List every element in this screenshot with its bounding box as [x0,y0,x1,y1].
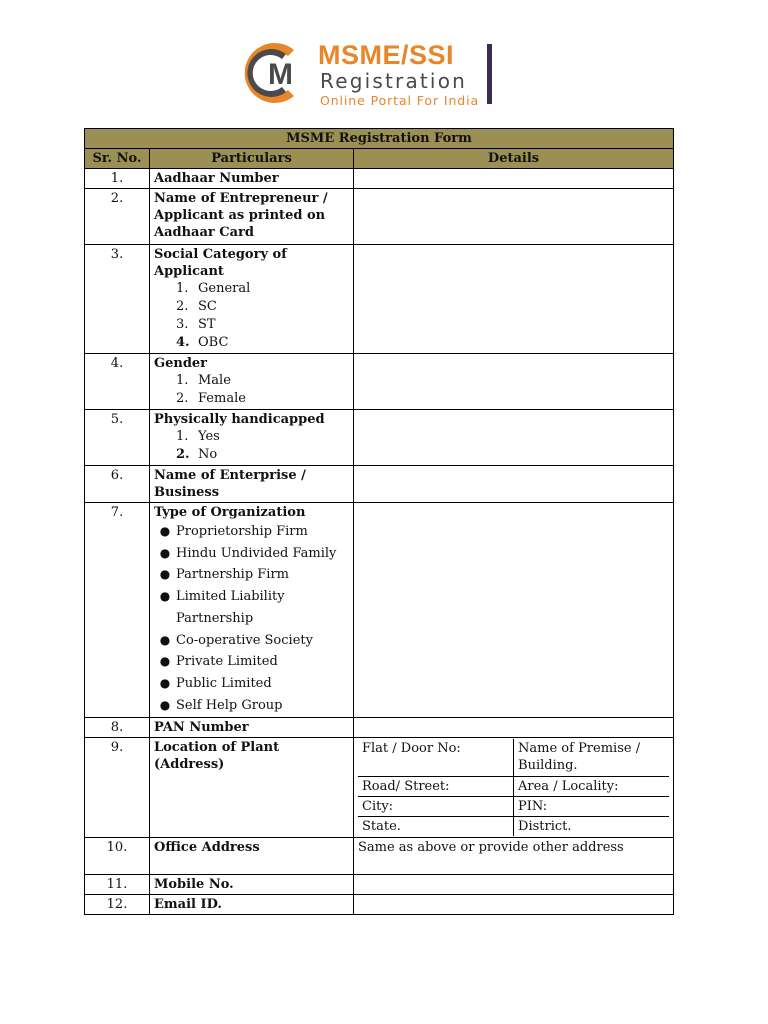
option-list [154,280,349,352]
row-details[interactable] [354,169,674,189]
form-row [85,189,674,245]
row-particulars [150,245,354,354]
form-row [85,738,674,838]
bullet-text: Self Help Group [176,697,283,713]
option-number: 3. [176,317,189,332]
registration-form-table [84,128,674,915]
bullet-text: Proprietorship Firm [176,524,308,539]
option-item [176,390,349,408]
bullet-text: Partnership Firm [176,567,290,583]
row-sr-no: 2. [85,189,150,245]
option-item [176,446,349,464]
option-number: 2. [176,447,190,462]
row-details[interactable] [354,354,674,410]
row-details[interactable] [354,874,674,894]
form-header-row [85,149,674,169]
row-particulars [150,894,354,914]
brand-title: MSME/SSI [318,40,455,70]
row-label: Mobile No. [154,876,234,892]
form-row [85,466,674,503]
row-details[interactable] [354,503,674,718]
bullet-text: Partnership [176,610,254,626]
option-item [176,298,349,316]
address-field[interactable]: PIN: [514,796,670,816]
option-item [176,334,349,352]
form-row [85,245,674,354]
address-field[interactable]: Road/ Street: [358,776,514,796]
bullet-icon: ● [159,567,171,582]
row-label: Name of Entrepreneur / Applicant as printed on Aadhaar Card [154,191,328,240]
row-particulars [150,466,354,503]
row-particulars [150,874,354,894]
row-sr-no: 3. [85,245,150,354]
option-item [176,372,349,390]
row-particulars [150,503,354,718]
option-text: Male [198,373,231,388]
row-sr-no: 11. [85,874,150,894]
bullet-text: Co-operative Society [176,632,313,648]
header-details: Details [354,149,674,169]
option-item [176,280,349,298]
bullet-list [154,521,349,716]
option-number: 2. [176,391,189,406]
row-sr-no: 4. [85,354,150,410]
row-particulars [150,837,354,874]
brand-divider [487,44,492,104]
form-row [85,354,674,410]
row-details[interactable]: Same as above or provide other address [354,837,674,874]
address-field[interactable]: State. [358,816,514,836]
form-row [85,169,674,189]
row-details[interactable] [354,410,674,466]
row-sr-no: 9. [85,738,150,838]
row-label: Name of Enterprise / Business [154,468,306,500]
row-label: Aadhaar Number [154,171,279,186]
row-particulars [150,169,354,189]
bullet-icon: ● [159,675,171,690]
option-list [154,372,349,408]
header-particulars: Particulars [150,149,354,169]
row-details[interactable] [354,894,674,914]
row-sr-no: 8. [85,718,150,738]
option-list [154,428,349,464]
brand-tagline: Online Portal For India [320,93,480,108]
row-sr-no: 12. [85,894,150,914]
row-particulars [150,354,354,410]
address-field[interactable]: Flat / Door No: [358,739,514,776]
bullet-text: Public Limited [176,675,272,691]
bullet-text: Hindu Undivided Family [176,545,337,561]
bullet-item [154,630,349,652]
bullet-icon: ● [159,589,171,604]
option-text: SC [198,299,217,314]
row-details[interactable] [354,466,674,503]
row-details[interactable] [354,189,674,245]
row-sr-no: 1. [85,169,150,189]
bullet-item [154,521,349,543]
bullet-item [154,673,349,695]
row-label: Social Category of Applicant [154,247,287,279]
row-particulars [150,718,354,738]
option-number: 2. [176,299,189,314]
bullet-icon: ● [159,654,171,669]
option-text: General [198,281,251,296]
form-row [85,837,674,874]
row-sr-no: 5. [85,410,150,466]
option-text: ST [198,317,216,332]
row-label: Email ID. [154,896,222,912]
address-grid [358,739,669,836]
header-sr-no: Sr. No. [85,149,150,169]
address-field[interactable]: District. [518,818,572,834]
form-title-row [85,129,674,149]
row-label: Physically handicapped [154,412,325,427]
logo-mark-letter: M [268,58,293,91]
row-details[interactable] [354,245,674,354]
bullet-item [154,695,349,717]
brand-logo [228,40,500,106]
form-row [85,718,674,738]
option-number: 1. [176,373,189,388]
row-details[interactable] [354,718,674,738]
form-row [85,874,674,894]
option-text: Female [198,391,246,406]
row-label: Type of Organization [154,505,306,520]
option-item [176,316,349,334]
bullet-icon: ● [159,697,171,712]
address-field[interactable]: Area / Locality: [514,776,670,796]
bullet-item [154,651,349,673]
form-title: MSME Registration Form [85,129,674,149]
row-particulars [150,189,354,245]
row-sr-no: 7. [85,503,150,718]
row-details[interactable] [354,738,674,838]
bullet-text: Limited Liability [176,589,285,605]
option-number: 4. [176,335,190,350]
bullet-icon: ● [159,632,171,647]
option-text: No [198,447,218,462]
bullet-item [154,586,349,608]
bullet-text: Private Limited [176,654,278,670]
form-row [85,894,674,914]
option-text: Yes [198,429,220,444]
bullet-item [154,608,349,630]
option-text: OBC [198,335,229,350]
option-number: 1. [176,281,189,296]
row-label: Office Address [154,839,260,855]
msme-logo-icon [228,40,308,106]
bullet-icon: ● [159,545,171,560]
row-sr-no: 6. [85,466,150,503]
row-label: PAN Number [154,720,249,736]
row-particulars [150,410,354,466]
row-particulars [150,738,354,838]
bullet-item [154,564,349,586]
form-row [85,410,674,466]
bullet-item [154,543,349,565]
bullet-icon: ● [159,524,171,538]
row-label: Location of Plant (Address) [154,740,280,773]
brand-subtitle: Registration [320,69,468,93]
row-label: Gender [154,356,208,371]
address-field[interactable]: Name of Premise / Building. [514,739,670,776]
option-number: 1. [176,429,189,444]
row-sr-no: 10. [85,837,150,874]
address-field[interactable]: City: [358,796,514,816]
form-row [85,503,674,718]
option-item [176,428,349,446]
